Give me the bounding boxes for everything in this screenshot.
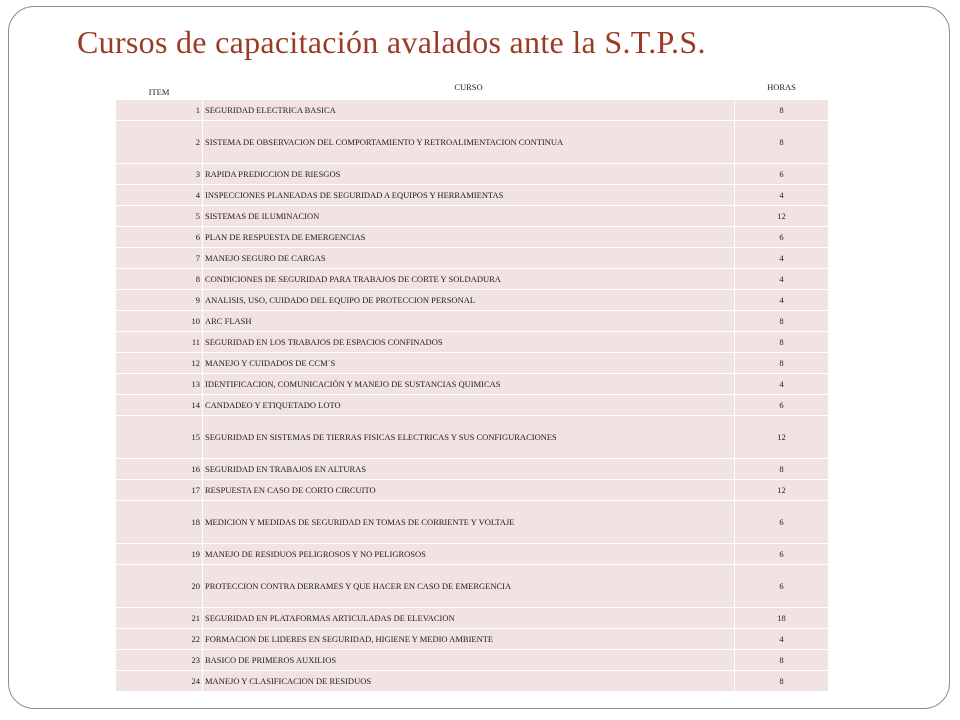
- row-horas-cell: 4: [735, 185, 829, 206]
- row-curso-cell: SEGURIDAD ELECTRICA BASICA: [203, 100, 735, 121]
- table-row: [116, 353, 829, 374]
- slide-title: Cursos de capacitación avalados ante la S.T.P.S.: [77, 24, 706, 60]
- row-item-cell: 3: [116, 164, 203, 185]
- row-curso-cell: CONDICIONES DE SEGURIDAD PARA TRABAJOS DE CORTE Y SOLDADURA: [203, 269, 735, 290]
- row-curso-cell: FORMACION DE LIDERES EN SEGURIDAD, HIGIENE Y MEDIO AMBIENTE: [203, 629, 735, 650]
- row-curso-cell: RESPUESTA EN CASO DE CORTO CIRCUITO: [203, 480, 735, 501]
- row-horas-cell: 8: [735, 459, 829, 480]
- row-item-cell: 1: [116, 100, 203, 121]
- row-curso-cell: MANEJO Y CLASIFICACION DE RESIDUOS: [203, 671, 735, 692]
- table-row: [116, 311, 829, 332]
- row-horas-cell: 8: [735, 353, 829, 374]
- row-horas-cell: 4: [735, 374, 829, 395]
- courses-table: [115, 74, 829, 692]
- row-horas-cell: 6: [735, 164, 829, 185]
- row-horas-cell: 6: [735, 544, 829, 565]
- row-horas-cell: 4: [735, 629, 829, 650]
- row-curso-cell: SEGURIDAD EN SISTEMAS DE TIERRAS FISICAS ELECTRICAS Y SUS CONFIGURACIONES: [203, 416, 735, 459]
- row-item-cell: 8: [116, 269, 203, 290]
- courses-table-body: [116, 75, 829, 692]
- table-row: [116, 206, 829, 227]
- row-horas-cell: 8: [735, 671, 829, 692]
- row-horas-cell: 6: [735, 565, 829, 608]
- row-curso-cell: SEGURIDAD EN LOS TRABAJOS DE ESPACIOS CONFINADOS: [203, 332, 735, 353]
- row-item-cell: 16: [116, 459, 203, 480]
- row-item-cell: 21: [116, 608, 203, 629]
- table-row: [116, 121, 829, 164]
- row-curso-cell: SISTEMAS DE ILUMINACION: [203, 206, 735, 227]
- row-item-cell: 2: [116, 121, 203, 164]
- table-row: [116, 227, 829, 248]
- table-row: [116, 650, 829, 671]
- table-row: [116, 459, 829, 480]
- table-row: [116, 629, 829, 650]
- table-row: [116, 374, 829, 395]
- row-horas-cell: 8: [735, 650, 829, 671]
- header-horas: HORAS: [735, 75, 829, 100]
- row-item-cell: 7: [116, 248, 203, 269]
- row-horas-cell: 12: [735, 416, 829, 459]
- row-horas-cell: 12: [735, 480, 829, 501]
- row-item-cell: 6: [116, 227, 203, 248]
- table-row: [116, 395, 829, 416]
- row-curso-cell: PLAN DE RESPUESTA DE EMERGENCIAS: [203, 227, 735, 248]
- table-row: [116, 544, 829, 565]
- header-curso: CURSO: [203, 75, 735, 100]
- table-row: [116, 185, 829, 206]
- row-horas-cell: 18: [735, 608, 829, 629]
- row-horas-cell: 6: [735, 395, 829, 416]
- table-row: [116, 480, 829, 501]
- row-item-cell: 20: [116, 565, 203, 608]
- table-row: [116, 332, 829, 353]
- row-item-cell: 13: [116, 374, 203, 395]
- row-item-cell: 24: [116, 671, 203, 692]
- row-curso-cell: MANEJO SEGURO DE CARGAS: [203, 248, 735, 269]
- row-curso-cell: IDENTIFICACION, COMUNICACIÓN Y MANEJO DE SUSTANCIAS QUIMICAS: [203, 374, 735, 395]
- row-item-cell: 12: [116, 353, 203, 374]
- header-item: ITEM: [116, 75, 203, 100]
- table-row: [116, 290, 829, 311]
- table-row: [116, 671, 829, 692]
- table-row: [116, 416, 829, 459]
- row-item-cell: 11: [116, 332, 203, 353]
- row-item-cell: 10: [116, 311, 203, 332]
- table-header-row: [116, 75, 829, 100]
- row-curso-cell: MEDICION Y MEDIDAS DE SEGURIDAD EN TOMAS DE CORRIENTE Y VOLTAJE: [203, 501, 735, 544]
- row-horas-cell: 4: [735, 290, 829, 311]
- row-horas-cell: 12: [735, 206, 829, 227]
- row-curso-cell: SEGURIDAD EN PLATAFORMAS ARTICULADAS DE ELEVACION: [203, 608, 735, 629]
- table-row: [116, 269, 829, 290]
- table-row: [116, 164, 829, 185]
- row-curso-cell: RAPIDA PREDICCION DE RIESGOS: [203, 164, 735, 185]
- row-horas-cell: 6: [735, 501, 829, 544]
- row-item-cell: 4: [116, 185, 203, 206]
- row-item-cell: 14: [116, 395, 203, 416]
- table-row: [116, 100, 829, 121]
- table-row: [116, 501, 829, 544]
- row-horas-cell: 4: [735, 248, 829, 269]
- row-item-cell: 18: [116, 501, 203, 544]
- row-curso-cell: ANALISIS, USO, CUIDADO DEL EQUIPO DE PROTECCION PERSONAL: [203, 290, 735, 311]
- row-curso-cell: ARC FLASH: [203, 311, 735, 332]
- row-item-cell: 5: [116, 206, 203, 227]
- row-horas-cell: 8: [735, 121, 829, 164]
- row-item-cell: 22: [116, 629, 203, 650]
- table-row: [116, 565, 829, 608]
- row-horas-cell: 6: [735, 227, 829, 248]
- row-curso-cell: INSPECCIONES PLANEADAS DE SEGURIDAD A EQUIPOS Y HERRAMIENTAS: [203, 185, 735, 206]
- row-curso-cell: MANEJO Y CUIDADOS DE CCM´S: [203, 353, 735, 374]
- row-item-cell: 19: [116, 544, 203, 565]
- row-horas-cell: 8: [735, 332, 829, 353]
- row-curso-cell: BASICO DE PRIMEROS AUXILIOS: [203, 650, 735, 671]
- table-row: [116, 608, 829, 629]
- row-curso-cell: CANDADEO Y ETIQUETADO LOTO: [203, 395, 735, 416]
- row-horas-cell: 8: [735, 100, 829, 121]
- row-curso-cell: MANEJO DE RESIDUOS PELIGROSOS Y NO PELIGROSOS: [203, 544, 735, 565]
- row-curso-cell: SEGURIDAD EN TRABAJOS EN ALTURAS: [203, 459, 735, 480]
- row-horas-cell: 4: [735, 269, 829, 290]
- row-item-cell: 23: [116, 650, 203, 671]
- row-curso-cell: PROTECCION CONTRA DERRAMES Y QUE HACER EN CASO DE EMERGENCIA: [203, 565, 735, 608]
- row-item-cell: 15: [116, 416, 203, 459]
- row-horas-cell: 8: [735, 311, 829, 332]
- table-row: [116, 248, 829, 269]
- row-item-cell: 17: [116, 480, 203, 501]
- row-item-cell: 9: [116, 290, 203, 311]
- row-curso-cell: SISTEMA DE OBSERVACION DEL COMPORTAMIENTO Y RETROALIMENTACION CONTINUA: [203, 121, 735, 164]
